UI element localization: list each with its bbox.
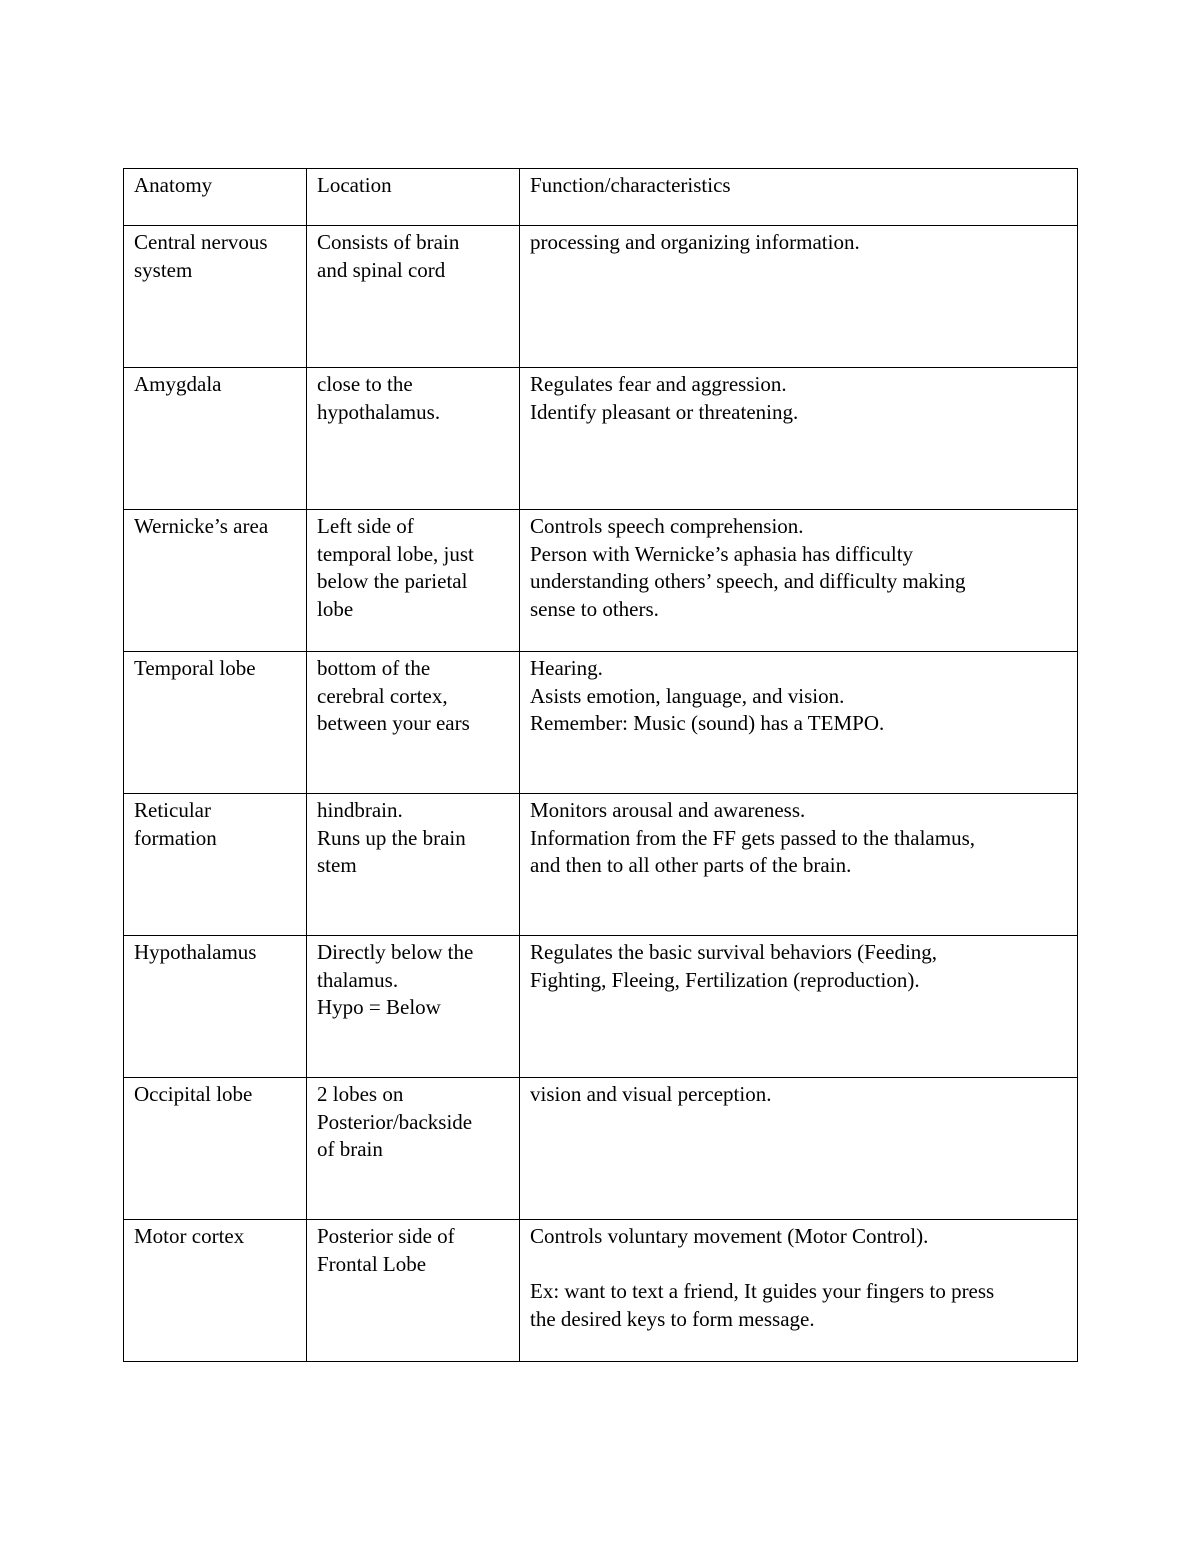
location-cell: [307, 936, 520, 1078]
cell-line: Reticular: [134, 798, 211, 822]
cell-line: close to the: [317, 372, 413, 396]
table-row: [124, 1078, 1078, 1220]
cell-line: Fighting, Fleeing, Fertilization (reproduction).: [530, 967, 920, 992]
cell-line: 2 lobes on: [317, 1082, 404, 1106]
cell-line: temporal lobe, just: [317, 541, 474, 566]
anatomy-cell: [124, 368, 307, 510]
cell-line: of brain: [317, 1137, 383, 1161]
cell-line: Controls voluntary movement (Motor Control).: [530, 1224, 929, 1248]
cell-line: hindbrain.: [317, 798, 403, 822]
cell-line: Identify pleasant or threatening.: [530, 399, 799, 424]
cell-line: Posterior side of: [317, 1224, 455, 1248]
header-row: [124, 169, 1078, 226]
cell-line: Left side of: [317, 514, 414, 538]
cell-line: sense to others.: [530, 596, 659, 621]
cell-line: hypothalamus.: [317, 399, 441, 424]
cell-line: Hypo = Below: [317, 995, 441, 1019]
cell-line: stem: [317, 853, 357, 877]
cell-line: Regulates the basic survival behaviors (Feeding,: [530, 940, 938, 964]
cell-line: Controls speech comprehension.: [530, 514, 804, 538]
table-row: [124, 510, 1078, 652]
anatomy-cell: [124, 1078, 307, 1220]
anatomy-cell: [124, 936, 307, 1078]
cell-line: Motor cortex: [134, 1224, 245, 1248]
cell-line: cerebral cortex,: [317, 683, 448, 708]
cell-line: processing and organizing information.: [530, 230, 860, 254]
table-row: [124, 936, 1078, 1078]
function-cell: [520, 936, 1078, 1078]
cell-line: Ex: want to text a friend, It guides your fingers to press: [530, 1279, 995, 1303]
cell-line: and spinal cord: [317, 257, 446, 282]
function-cell: [520, 1078, 1078, 1220]
anatomy-cell: [124, 510, 307, 652]
cell-line: Frontal Lobe: [317, 1251, 427, 1276]
cell-line: Hypothalamus: [134, 940, 257, 964]
cell-line: the desired keys to form message.: [530, 1306, 815, 1331]
header-function: Function/characteristics: [520, 169, 1078, 226]
cell-line: Runs up the brain: [317, 825, 466, 850]
table-row: [124, 368, 1078, 510]
cell-line: Person with Wernicke’s aphasia has difficulty: [530, 541, 914, 566]
anatomy-cell: [124, 226, 307, 368]
cell-line: Wernicke’s area: [134, 514, 269, 538]
location-cell: [307, 226, 520, 368]
table-row: [124, 794, 1078, 936]
cell-line: below the parietal: [317, 569, 468, 593]
location-cell: [307, 368, 520, 510]
table-row: [124, 652, 1078, 794]
cell-line: Temporal lobe: [134, 656, 256, 680]
table-body: [124, 169, 1078, 1362]
cell-line: Monitors arousal and awareness.: [530, 798, 806, 822]
cell-line: vision and visual perception.: [530, 1082, 772, 1106]
cell-line: formation: [134, 825, 217, 850]
cell-line: Amygdala: [134, 372, 222, 396]
location-cell: [307, 1220, 520, 1362]
cell-line: between your ears: [317, 711, 470, 735]
anatomy-cell: [124, 652, 307, 794]
cell-line: Remember: Music (sound) has a TEMPO.: [530, 711, 885, 735]
function-cell: [520, 510, 1078, 652]
location-cell: [307, 510, 520, 652]
header-location: Location: [307, 169, 520, 226]
cell-line: thalamus.: [317, 967, 399, 992]
cell-line: bottom of the: [317, 656, 431, 680]
function-cell: [520, 368, 1078, 510]
cell-line: system: [134, 257, 193, 282]
function-cell: [520, 226, 1078, 368]
cell-line: Asists emotion, language, and vision.: [530, 683, 845, 708]
anatomy-table: [123, 168, 1078, 1362]
table-row: [124, 226, 1078, 368]
header-anatomy: Anatomy: [124, 169, 307, 226]
location-cell: [307, 652, 520, 794]
cell-line: Posterior/backside: [317, 1109, 473, 1134]
cell-line: Central nervous: [134, 230, 268, 254]
function-cell: [520, 794, 1078, 936]
cell-line: [530, 1251, 1067, 1279]
cell-line: lobe: [317, 596, 354, 621]
cell-line: Information from the FF gets passed to the thalamus,: [530, 825, 976, 850]
cell-line: Directly below the: [317, 940, 474, 964]
cell-line: understanding others’ speech, and difficulty making: [530, 569, 966, 593]
anatomy-cell: [124, 1220, 307, 1362]
anatomy-cell: [124, 794, 307, 936]
function-cell: [520, 652, 1078, 794]
table-row: [124, 1220, 1078, 1362]
function-cell: [520, 1220, 1078, 1362]
cell-line: Occipital lobe: [134, 1082, 253, 1106]
cell-line: Regulates fear and aggression.: [530, 372, 787, 396]
location-cell: [307, 1078, 520, 1220]
cell-line: Consists of brain: [317, 230, 460, 254]
cell-line: and then to all other parts of the brain.: [530, 853, 852, 877]
cell-line: Hearing.: [530, 656, 603, 680]
location-cell: [307, 794, 520, 936]
